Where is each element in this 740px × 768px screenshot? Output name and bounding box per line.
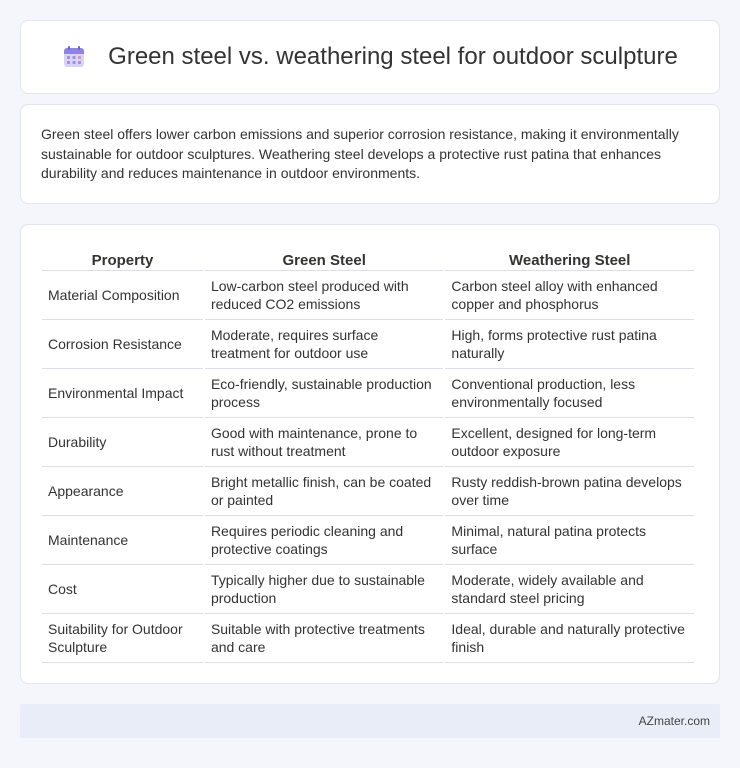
table-row	[42, 516, 694, 565]
table-row	[42, 614, 694, 663]
property-cell: Durability	[42, 418, 203, 467]
table-row	[42, 369, 694, 418]
column-header: Green Steel	[205, 245, 443, 271]
green-steel-cell: Requires periodic cleaning and protective coatings	[205, 516, 443, 565]
green-steel-cell: Typically higher due to sustainable production	[205, 565, 443, 614]
comparison-table	[40, 245, 696, 663]
column-header: Property	[42, 245, 203, 271]
weathering-steel-cell: Conventional production, less environmentally focused	[445, 369, 694, 418]
column-header: Weathering Steel	[445, 245, 694, 271]
table-row	[42, 565, 694, 614]
weathering-steel-cell: Rusty reddish-brown patina develops over time	[445, 467, 694, 516]
property-cell: Environmental Impact	[42, 369, 203, 418]
footer-bar	[20, 704, 720, 738]
green-steel-cell: Suitable with protective treatments and care	[205, 614, 443, 663]
footer-brand: AZmater.com	[638, 714, 710, 728]
green-steel-cell: Bright metallic finish, can be coated or painted	[205, 467, 443, 516]
title-card	[20, 20, 720, 94]
page-title: Green steel vs. weathering steel for outdoor sculpture	[108, 43, 678, 70]
property-cell: Corrosion Resistance	[42, 320, 203, 369]
weathering-steel-cell: Carbon steel alloy with enhanced copper and phosphorus	[445, 271, 694, 320]
table-row	[42, 320, 694, 369]
green-steel-cell: Low-carbon steel produced with reduced CO2 emissions	[205, 271, 443, 320]
weathering-steel-cell: Ideal, durable and naturally protective finish	[445, 614, 694, 663]
property-cell: Maintenance	[42, 516, 203, 565]
table-row	[42, 271, 694, 320]
property-cell: Cost	[42, 565, 203, 614]
table-row	[42, 418, 694, 467]
green-steel-cell: Eco-friendly, sustainable production process	[205, 369, 443, 418]
weathering-steel-cell: Excellent, designed for long-term outdoor exposure	[445, 418, 694, 467]
calendar-icon	[62, 45, 86, 69]
weathering-steel-cell: Minimal, natural patina protects surface	[445, 516, 694, 565]
table-header-row	[42, 245, 694, 271]
green-steel-cell: Moderate, requires surface treatment for outdoor use	[205, 320, 443, 369]
comparison-table-card	[20, 224, 720, 684]
table-row	[42, 467, 694, 516]
weathering-steel-cell: High, forms protective rust patina naturally	[445, 320, 694, 369]
summary-text: Green steel offers lower carbon emissions and superior corrosion resistance, making it environmentally sustainable for outdoor sculptures. Weathering steel develops a protective rust patina that enhances durability and reduces maintenance in outdoor environments.	[41, 126, 679, 181]
weathering-steel-cell: Moderate, widely available and standard steel pricing	[445, 565, 694, 614]
summary-card	[20, 104, 720, 204]
property-cell: Material Composition	[42, 271, 203, 320]
green-steel-cell: Good with maintenance, prone to rust without treatment	[205, 418, 443, 467]
property-cell: Suitability for Outdoor Sculpture	[42, 614, 203, 663]
property-cell: Appearance	[42, 467, 203, 516]
